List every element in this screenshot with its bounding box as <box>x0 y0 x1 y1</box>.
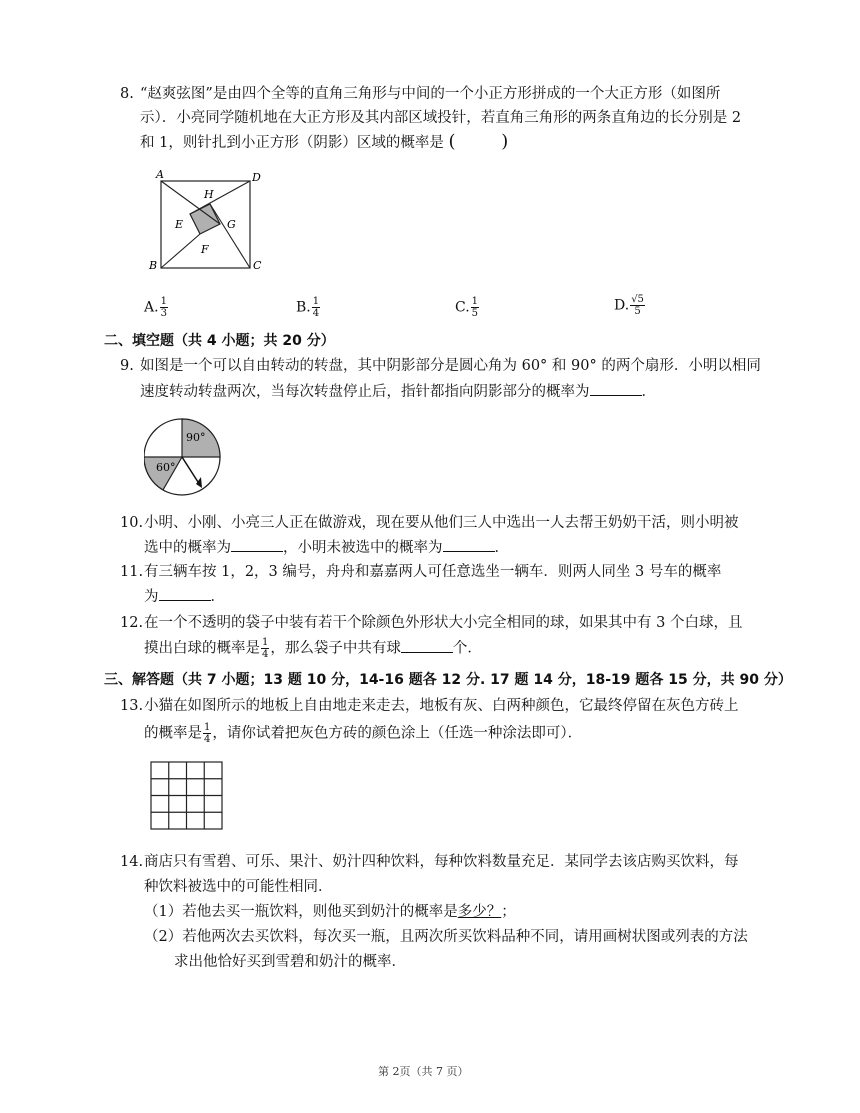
q11-number: 11. <box>120 564 144 580</box>
option-c-label: C. <box>455 299 470 316</box>
q11-line2 <box>144 586 225 607</box>
q11-line2a: 为 <box>144 589 159 605</box>
q10-line2a: 选中的概率为 <box>144 540 231 556</box>
label-60: 60° <box>156 461 176 474</box>
option-c-fraction: $\frac{1}{5}$ <box>471 296 479 319</box>
q8-option-a[interactable] <box>144 296 169 319</box>
q12-fraction: $\frac{1}{4}$ <box>262 637 269 660</box>
q8-line1: “赵爽弦图”是由四个全等的直角三角形与中间的一个小正方形拼成的一个大正方形（如图所 <box>140 86 721 102</box>
q14-sub1-underlined: 多少？ <box>457 904 502 920</box>
option-b-label: B. <box>296 299 311 316</box>
q14-line2: 种饮料被选中的可能性相同． <box>144 879 333 895</box>
q8-zhaoshuang-figure <box>145 166 270 274</box>
q12-number: 12. <box>120 615 144 631</box>
page-footer: 第 2页（共 7 页） <box>378 1065 469 1078</box>
q14-sub2-line1: （2）若他两次去买饮料，每次买一瓶，且两次所买饮料品种不同，请用画树状图或列表的方法 <box>144 929 748 945</box>
label-A: A <box>156 168 164 181</box>
q12-line2 <box>144 637 482 660</box>
label-E: E <box>175 218 184 231</box>
q9-line1: 如图是一个可以自由转动的转盘，其中阴影部分是圆心角为 60° 和 90° 的两个扇形．小明以相同 <box>140 358 761 374</box>
q13-line2b: ，请你试着把灰色方砖的颜色涂上（任选一种涂法即可）． <box>212 725 583 742</box>
label-90: 90° <box>186 431 206 444</box>
label-G: G <box>227 218 236 231</box>
section-3-title: 三、解答题（共 7 小题；13 题 10 分，14-16 题各 12 分. 17 题 14 分，18-19 题各 15 分，共 90 分） <box>104 672 792 688</box>
q9-answer-blank[interactable] <box>590 381 642 396</box>
q11-line1: 有三辆车按 1，2，3 编号，舟舟和嘉嘉两人可任意选坐一辆车．则两人同坐 3 号车的概率 <box>144 564 722 580</box>
q14-sub1-text: （1）若他去买一瓶饮料，则他买到奶汁的概率是 <box>144 904 458 920</box>
q9-line2 <box>140 381 656 402</box>
option-d-fraction: $\frac{√5}{5}$ <box>631 294 644 317</box>
q13-line1: 小猫在如图所示的地板上自由地走来走去，地板有灰、白两种颜色，它最终停留在灰色方砖上 <box>144 698 739 714</box>
label-H: H <box>204 188 214 201</box>
q9-spinner-figure <box>144 414 240 500</box>
q10-end: ． <box>494 540 509 556</box>
q14-number: 14. <box>120 854 144 870</box>
label-D: D <box>252 171 261 184</box>
option-d-label: D. <box>614 297 630 314</box>
label-B: B <box>149 259 158 272</box>
q10-blank-1[interactable] <box>231 537 283 552</box>
q12-line2b: ，那么袋子中共有球 <box>270 640 401 657</box>
q12-line2a: 摸出白球的概率是 <box>144 640 260 657</box>
q10-blank-2[interactable] <box>443 537 495 552</box>
q9-line2-text: 速度转动转盘两次，当每次转盘停止后，指针都指向阴影部分的概率为 <box>140 384 590 400</box>
q8-option-c[interactable] <box>455 296 480 319</box>
q13-line2 <box>144 722 582 745</box>
section-2-title: 二、填空题（共 4 小题；共 20 分） <box>104 333 335 349</box>
q10-line2 <box>144 537 509 558</box>
q11-end: ． <box>210 589 225 605</box>
q14-sub1-end: ； <box>501 904 516 920</box>
q9-end: ． <box>641 384 656 400</box>
q8-option-b[interactable] <box>296 296 321 319</box>
q11-blank[interactable] <box>159 586 211 601</box>
q8-option-d[interactable] <box>614 294 646 317</box>
option-a-label: A. <box>144 299 159 316</box>
q8-answer-paren: ( ) <box>448 131 509 152</box>
label-F: F <box>201 243 209 256</box>
q8-line3-text: 和 1，则针扎到小正方形（阴影）区域的概率是 <box>140 135 444 151</box>
q10-number: 10. <box>120 515 144 531</box>
q13-number: 13. <box>120 698 144 714</box>
q8-number: 8. <box>120 86 134 102</box>
label-C: C <box>253 259 262 272</box>
option-b-fraction: $\frac{1}{4}$ <box>312 296 320 319</box>
q8-line3 <box>140 132 508 153</box>
option-a-fraction: $\frac{1}{3}$ <box>160 296 167 319</box>
q13-line2a: 的概率是 <box>144 725 202 742</box>
q14-sub1 <box>144 902 516 922</box>
q12-line1: 在一个不透明的袋子中装有若干个除颜色外形状大小完全相同的球，如果其中有 3 个白球，且 <box>144 615 743 631</box>
q14-line1: 商店只有雪碧、可乐、果汁、奶汁四种饮料，每种饮料数量充足．某同学去该店购买饮料，每 <box>144 854 739 870</box>
q13-floor-grid[interactable] <box>150 761 224 831</box>
q13-fraction: $\frac{1}{4}$ <box>204 722 211 745</box>
q9-number: 9. <box>120 358 134 374</box>
q8-line2: 示）．小亮同学随机地在大正方形及其内部区域投针，若直角三角形的两条直角边的长分别是 2 <box>140 110 742 126</box>
q14-sub2-line2: 求出他恰好买到雪碧和奶汁的概率． <box>174 954 406 970</box>
q10-line2b: ，小明未被选中的概率为 <box>283 540 443 556</box>
q12-line2c: 个． <box>452 640 482 657</box>
q10-line1: 小明、小刚、小亮三人正在做游戏，现在要从他们三人中选出一人去帮王奶奶干活，则小明被 <box>144 515 739 531</box>
q12-blank[interactable] <box>401 638 453 653</box>
